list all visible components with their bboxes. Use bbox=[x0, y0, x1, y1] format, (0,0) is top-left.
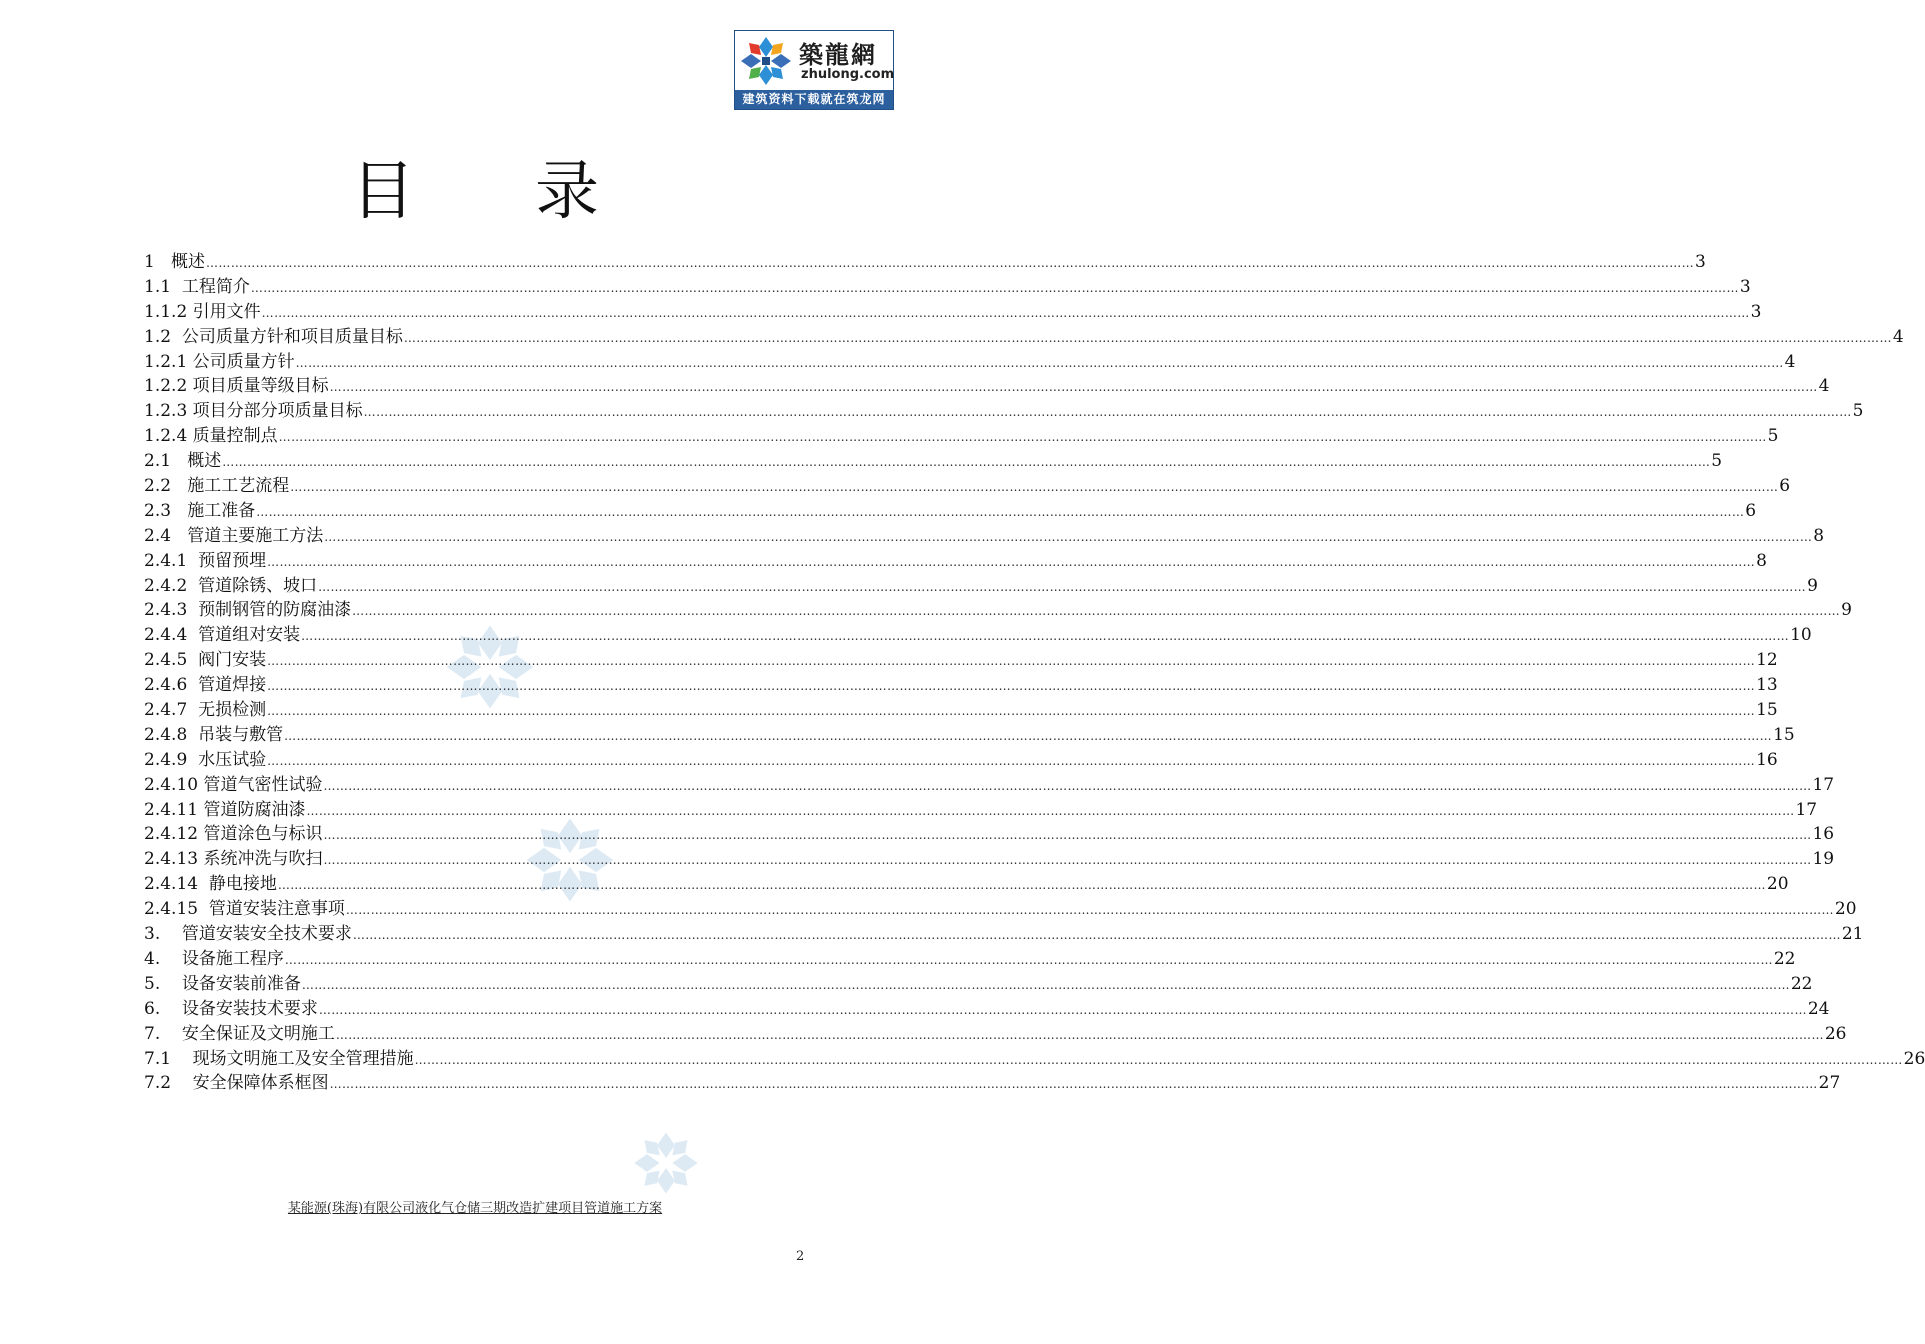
toc-entry-number: 2.4.8 bbox=[144, 724, 199, 745]
toc-entry-title: 系统冲洗与吹扫 bbox=[203, 849, 323, 870]
toc-entry-number: 2.4.9 bbox=[144, 749, 199, 770]
toc-entry-title: 公司质量方针 bbox=[192, 351, 295, 372]
toc-entry-page: 12 bbox=[1756, 650, 1778, 671]
logo-chinese-name: 築龍網 bbox=[799, 41, 877, 69]
toc-entry-number: 2.4.3 bbox=[144, 600, 199, 621]
toc-entry[interactable] bbox=[144, 847, 1835, 872]
toc-entry-number: 1.1 bbox=[144, 276, 182, 297]
toc-entry[interactable] bbox=[144, 549, 1767, 574]
toc-entry-number: 7. bbox=[144, 1023, 182, 1044]
toc-entry-page: 16 bbox=[1812, 824, 1835, 845]
toc-entry-page: 5 bbox=[1852, 401, 1864, 422]
toc-entry[interactable] bbox=[144, 424, 1779, 449]
toc-entry-title: 现场文明施工及安全管理措施 bbox=[192, 1048, 414, 1069]
toc-entry-page: 15 bbox=[1756, 700, 1778, 721]
toc-entry-title: 管道涂色与标识 bbox=[203, 824, 323, 845]
toc-entry-title: 工程简介 bbox=[181, 276, 250, 297]
toc-entry[interactable] bbox=[144, 524, 1825, 549]
toc-leader-dots: ……………………………………………………………………………………………………………………………………………………………………………………………………………………………………………………………………………………………………………………………… bbox=[324, 529, 1813, 544]
toc-leader-dots: ……………………………………………………………………………………………………………………………………………………………………………………………………………………………………………………………………………………………………………………………… bbox=[250, 280, 1739, 295]
toc-entry-page: 3 bbox=[1695, 252, 1706, 272]
toc-leader-dots: ……………………………………………………………………………………………………………………………………………………………………………………………………………………………………………………………………………………………………………………………… bbox=[267, 704, 1756, 719]
toc-leader-dots: ……………………………………………………………………………………………………………………………………………………………………………………………………………………………………………………………………………………………………………………………… bbox=[295, 355, 1784, 370]
document-footer: 某能源(珠海)有限公司液化气仓储三期改造扩建项目管道施工方案 bbox=[287, 1201, 663, 1216]
toc-entry-number: 2.4.10 bbox=[144, 774, 204, 795]
toc-entry-page: 19 bbox=[1812, 849, 1835, 870]
toc-leader-dots: ……………………………………………………………………………………………………………………………………………………………………………………………………………………………………………………………………………………………………………………………… bbox=[277, 878, 1766, 893]
toc-leader-dots: ……………………………………………………………………………………………………………………………………………………………………………………………………………………………………………………………………………………………………………………………… bbox=[323, 778, 1812, 793]
toc-entry-title: 吊装与敷管 bbox=[198, 724, 284, 745]
toc-entry-page: 3 bbox=[1739, 276, 1751, 297]
toc-entry-number: 1.1.2 bbox=[144, 301, 193, 322]
toc-entry-title: 设备施工程序 bbox=[181, 948, 284, 969]
toc-entry-title: 项目质量等级目标 bbox=[192, 376, 329, 397]
toc-leader-dots: ……………………………………………………………………………………………………………………………………………………………………………………………………………………………………………………………………………………………………………………………… bbox=[290, 480, 1779, 495]
toc-leader-dots: ……………………………………………………………………………………………………………………………………………………………………………………………………………………………………………………………………………………………………………………………… bbox=[267, 554, 1756, 569]
toc-entry-number: 2.4.6 bbox=[144, 675, 199, 696]
toc-entry-page: 4 bbox=[1892, 326, 1904, 347]
toc-entry[interactable] bbox=[144, 1071, 1841, 1096]
zhulong-logo bbox=[734, 30, 894, 110]
toc-entry-number: 2.4.11 bbox=[144, 799, 204, 820]
toc-entry-title: 管道除锈、坡口 bbox=[198, 575, 318, 596]
toc-entry-number: 7.1 bbox=[144, 1048, 193, 1069]
toc-entry-number: 2.4.7 bbox=[144, 700, 199, 721]
toc-entry-title: 阀门安装 bbox=[198, 650, 267, 671]
toc-leader-dots: ……………………………………………………………………………………………………………………………………………………………………………………………………………………………………………………………………………………………………………………………… bbox=[306, 803, 1795, 818]
toc-entry-title: 管道安装注意事项 bbox=[208, 899, 345, 920]
toc-entry-title: 管道焊接 bbox=[198, 675, 267, 696]
watermark-icon bbox=[630, 1130, 702, 1196]
toc-entry-page: 22 bbox=[1790, 973, 1813, 994]
toc-entry[interactable] bbox=[144, 250, 1706, 275]
toc-entry-number: 5. bbox=[144, 973, 182, 994]
toc-leader-dots: ……………………………………………………………………………………………………………………………………………………………………………………………………………………………………………………………………………………………………………………………… bbox=[323, 828, 1812, 843]
zhulong-logo-icon bbox=[739, 35, 793, 87]
toc-entry-page: 9 bbox=[1841, 600, 1852, 621]
toc-entry-number: 2.4.15 bbox=[144, 899, 209, 920]
toc-leader-dots: ……………………………………………………………………………………………………………………………………………………………………………………………………………………………………………………………………………………………………………………………… bbox=[284, 728, 1773, 743]
toc-entry-page: 16 bbox=[1756, 749, 1778, 770]
toc-entry-title: 安全保障体系框图 bbox=[192, 1073, 329, 1094]
toc-leader-dots: ……………………………………………………………………………………………………………………………………………………………………………………………………………………………………………………………………………………………………………………………… bbox=[335, 1027, 1824, 1042]
toc-entry[interactable] bbox=[144, 598, 1852, 623]
toc-entry[interactable] bbox=[144, 673, 1778, 698]
toc-entry-page: 10 bbox=[1790, 625, 1812, 646]
toc-entry[interactable] bbox=[144, 698, 1778, 723]
toc-entry[interactable] bbox=[144, 773, 1835, 798]
toc-entry[interactable] bbox=[144, 350, 1796, 375]
toc-leader-dots: ……………………………………………………………………………………………………………………………………………………………………………………………………………………………………………………………………………………………………………………………… bbox=[222, 455, 1711, 470]
toc-entry[interactable] bbox=[144, 972, 1813, 997]
toc-entry-number: 7.2 bbox=[144, 1073, 193, 1094]
toc-entry[interactable] bbox=[144, 325, 1904, 350]
toc-leader-dots: ……………………………………………………………………………………………………………………………………………………………………………………………………………………………………………………………………………………………………………………………… bbox=[323, 853, 1812, 868]
title-char-left: 目 bbox=[351, 155, 415, 229]
toc-leader-dots: ……………………………………………………………………………………………………………………………………………………………………………………………………………………………………………………………………………………………………………………………… bbox=[261, 305, 1750, 320]
toc-entry-page: 21 bbox=[1841, 924, 1864, 945]
toc-entry-title: 管道防腐油漆 bbox=[203, 799, 306, 820]
toc-entry-page: 15 bbox=[1773, 724, 1795, 745]
toc-entry-number: 2.1 bbox=[144, 451, 188, 472]
toc-entry[interactable] bbox=[144, 822, 1835, 847]
toc-leader-dots: ……………………………………………………………………………………………………………………………………………………………………………………………………………………………………………………………………………………………………………………………… bbox=[403, 330, 1892, 345]
toc-entry-title: 公司质量方针和项目质量目标 bbox=[181, 326, 403, 347]
page-number: 2 bbox=[796, 1249, 805, 1264]
toc-entry-number: 1.2.4 bbox=[144, 426, 193, 447]
toc-entry-page: 8 bbox=[1813, 525, 1825, 546]
toc-entry[interactable] bbox=[144, 449, 1723, 474]
toc-entry-page: 5 bbox=[1711, 451, 1723, 472]
toc-leader-dots: ……………………………………………………………………………………………………………………………………………………………………………………………………………………………………………………………………………………………………………………………… bbox=[256, 504, 1745, 519]
toc-entry-number: 2.4.14 bbox=[144, 874, 209, 895]
toc-entry-number: 3. bbox=[144, 924, 182, 945]
toc-entry-page: 6 bbox=[1745, 500, 1757, 521]
toc-entry[interactable] bbox=[144, 1022, 1847, 1047]
toc-leader-dots: ……………………………………………………………………………………………………………………………………………………………………………………………………………………………………………………………………………………………………………………………… bbox=[278, 430, 1767, 445]
toc-entry-title: 项目分部分项质量目标 bbox=[192, 401, 363, 422]
toc-entry-page: 4 bbox=[1818, 376, 1830, 397]
toc-entry-page: 6 bbox=[1779, 476, 1791, 497]
toc-entry-page: 26 bbox=[1903, 1048, 1925, 1069]
toc-leader-dots: ……………………………………………………………………………………………………………………………………………………………………………………………………………………………………………………………………………………………………………………………… bbox=[363, 405, 1852, 420]
toc-entry-page: 9 bbox=[1807, 575, 1818, 596]
toc-entry[interactable] bbox=[144, 300, 1762, 325]
toc-leader-dots: ……………………………………………………………………………………………………………………………………………………………………………………………………………………………………………………………………………………………………………………………… bbox=[352, 604, 1841, 619]
toc-entry[interactable] bbox=[144, 897, 1857, 922]
toc-entry-title: 施工准备 bbox=[187, 500, 256, 521]
toc-entry[interactable] bbox=[144, 997, 1830, 1022]
toc-entry-page: 26 bbox=[1824, 1023, 1847, 1044]
toc-entry[interactable] bbox=[144, 648, 1778, 673]
toc-entry[interactable] bbox=[144, 798, 1818, 823]
toc-entry-title: 管道气密性试验 bbox=[203, 774, 323, 795]
toc-leader-dots: ……………………………………………………………………………………………………………………………………………………………………………………………………………………………………………………………………………………………………………………………… bbox=[206, 256, 1695, 270]
toc-entry-title: 水压试验 bbox=[198, 749, 267, 770]
toc-entry[interactable] bbox=[144, 574, 1818, 599]
toc-entry-title: 设备安装技术要求 bbox=[181, 998, 318, 1019]
toc-entry-number: 4. bbox=[144, 948, 182, 969]
toc-leader-dots: ……………………………………………………………………………………………………………………………………………………………………………………………………………………………………………………………………………………………………………………………… bbox=[301, 629, 1790, 644]
toc-entry-number: 2.4.4 bbox=[144, 625, 199, 646]
toc-leader-dots: ……………………………………………………………………………………………………………………………………………………………………………………………………………………………………………………………………………………………………………………………… bbox=[345, 903, 1834, 918]
toc-entry[interactable] bbox=[144, 872, 1789, 897]
toc-entry-title: 质量控制点 bbox=[192, 426, 278, 447]
toc-entry[interactable] bbox=[144, 275, 1751, 300]
toc-entry-number: 2.2 bbox=[144, 476, 188, 497]
toc-entry-number: 1.2.3 bbox=[144, 401, 193, 422]
toc-entry-title: 管道组对安装 bbox=[198, 625, 301, 646]
toc-leader-dots: ……………………………………………………………………………………………………………………………………………………………………………………………………………………………………………………………………………………………………………………………… bbox=[352, 928, 1841, 943]
toc-entry[interactable] bbox=[144, 922, 1864, 947]
toc-entry-page: 17 bbox=[1795, 799, 1818, 820]
toc-leader-dots: ……………………………………………………………………………………………………………………………………………………………………………………………………………………………………………………………………………………………………………………………… bbox=[267, 654, 1756, 669]
toc-leader-dots: ……………………………………………………………………………………………………………………………………………………………………………………………………………………………………………………………………………………………………………………………… bbox=[267, 753, 1756, 768]
toc-entry-page: 20 bbox=[1834, 899, 1857, 920]
toc-entry-title: 管道安装安全技术要求 bbox=[181, 924, 352, 945]
toc-entry-title: 管道主要施工方法 bbox=[187, 525, 324, 546]
toc-entry-title: 概述 bbox=[171, 252, 206, 272]
toc-entry-title: 概述 bbox=[187, 451, 222, 472]
toc-entry-page: 22 bbox=[1773, 948, 1796, 969]
toc-leader-dots: ……………………………………………………………………………………………………………………………………………………………………………………………………………………………………………………………………………………………………………………………… bbox=[329, 380, 1818, 395]
toc-entry[interactable] bbox=[144, 947, 1796, 972]
toc-entry[interactable] bbox=[144, 723, 1795, 748]
toc-leader-dots: ……………………………………………………………………………………………………………………………………………………………………………………………………………………………………………………………………………………………………………………………… bbox=[318, 1002, 1807, 1017]
toc-leader-dots: ……………………………………………………………………………………………………………………………………………………………………………………………………………………………………………………………………………………………………………………………… bbox=[318, 579, 1807, 594]
toc-entry-number: 1 bbox=[144, 252, 172, 272]
toc-leader-dots: ……………………………………………………………………………………………………………………………………………………………………………………………………………………………………………………………………………………………………………………………… bbox=[284, 952, 1773, 967]
toc-entry-page: 5 bbox=[1767, 426, 1779, 447]
toc-entry[interactable] bbox=[144, 748, 1778, 773]
toc-entry-page: 3 bbox=[1750, 301, 1762, 322]
toc-entry-number: 1.2.1 bbox=[144, 351, 193, 372]
toc-leader-dots: ……………………………………………………………………………………………………………………………………………………………………………………………………………………………………………………………………………………………………………………………… bbox=[414, 1052, 1903, 1067]
toc-entry-page: 27 bbox=[1818, 1073, 1841, 1094]
toc-entry-title: 设备安装前准备 bbox=[181, 973, 301, 994]
toc-entry-title: 安全保证及文明施工 bbox=[181, 1023, 335, 1044]
toc-entry-title: 无损检测 bbox=[198, 700, 267, 721]
toc-entry-number: 2.4.2 bbox=[144, 575, 199, 596]
toc-entry-number: 2.4.1 bbox=[144, 550, 199, 571]
toc-entry[interactable] bbox=[144, 399, 1864, 424]
title-char-right: 录 bbox=[535, 155, 599, 229]
toc-entry-page: 17 bbox=[1812, 774, 1835, 795]
toc-entry-page: 20 bbox=[1766, 874, 1789, 895]
toc-entry-page: 24 bbox=[1807, 998, 1830, 1019]
toc-entry-number: 2.4.12 bbox=[144, 824, 204, 845]
toc-entry[interactable] bbox=[144, 374, 1830, 399]
toc-entry-title: 静电接地 bbox=[208, 874, 277, 895]
page-title bbox=[0, 140, 950, 232]
toc-leader-dots: ……………………………………………………………………………………………………………………………………………………………………………………………………………………………………………………………………………………………………………………………… bbox=[267, 679, 1756, 694]
toc-entry-number: 6. bbox=[144, 998, 182, 1019]
toc-entry-number: 2.4.5 bbox=[144, 650, 199, 671]
toc-entry[interactable] bbox=[144, 499, 1757, 524]
toc-entry-page: 4 bbox=[1784, 351, 1796, 372]
toc-entry-number: 1.2 bbox=[144, 326, 182, 347]
toc-entry-title: 引用文件 bbox=[192, 301, 261, 322]
toc-entry[interactable] bbox=[144, 1047, 1925, 1072]
toc-entry-number: 1.2.2 bbox=[144, 376, 193, 397]
toc-leader-dots: ……………………………………………………………………………………………………………………………………………………………………………………………………………………………………………………………………………………………………………………………… bbox=[301, 977, 1790, 992]
toc-entry-number: 2.3 bbox=[144, 500, 188, 521]
toc-entry-title: 施工工艺流程 bbox=[187, 476, 290, 497]
logo-domain: zhulong.com bbox=[801, 67, 895, 82]
toc-leader-dots: ……………………………………………………………………………………………………………………………………………………………………………………………………………………………………………………………………………………………………………………………… bbox=[329, 1077, 1818, 1092]
toc-entry-page: 8 bbox=[1756, 550, 1767, 571]
toc-entry-number: 2.4.13 bbox=[144, 849, 204, 870]
toc-entry-number: 2.4 bbox=[144, 525, 188, 546]
toc-entry-title: 预制钢管的防腐油漆 bbox=[198, 600, 352, 621]
toc-entry[interactable] bbox=[144, 474, 1791, 499]
table-of-contents bbox=[144, 250, 1925, 1096]
toc-entry-title: 预留预埋 bbox=[198, 550, 267, 571]
logo-slogan: 建筑资料下载就在筑龙网 bbox=[735, 90, 893, 109]
toc-entry[interactable] bbox=[144, 623, 1812, 648]
toc-entry-page: 13 bbox=[1756, 675, 1778, 696]
